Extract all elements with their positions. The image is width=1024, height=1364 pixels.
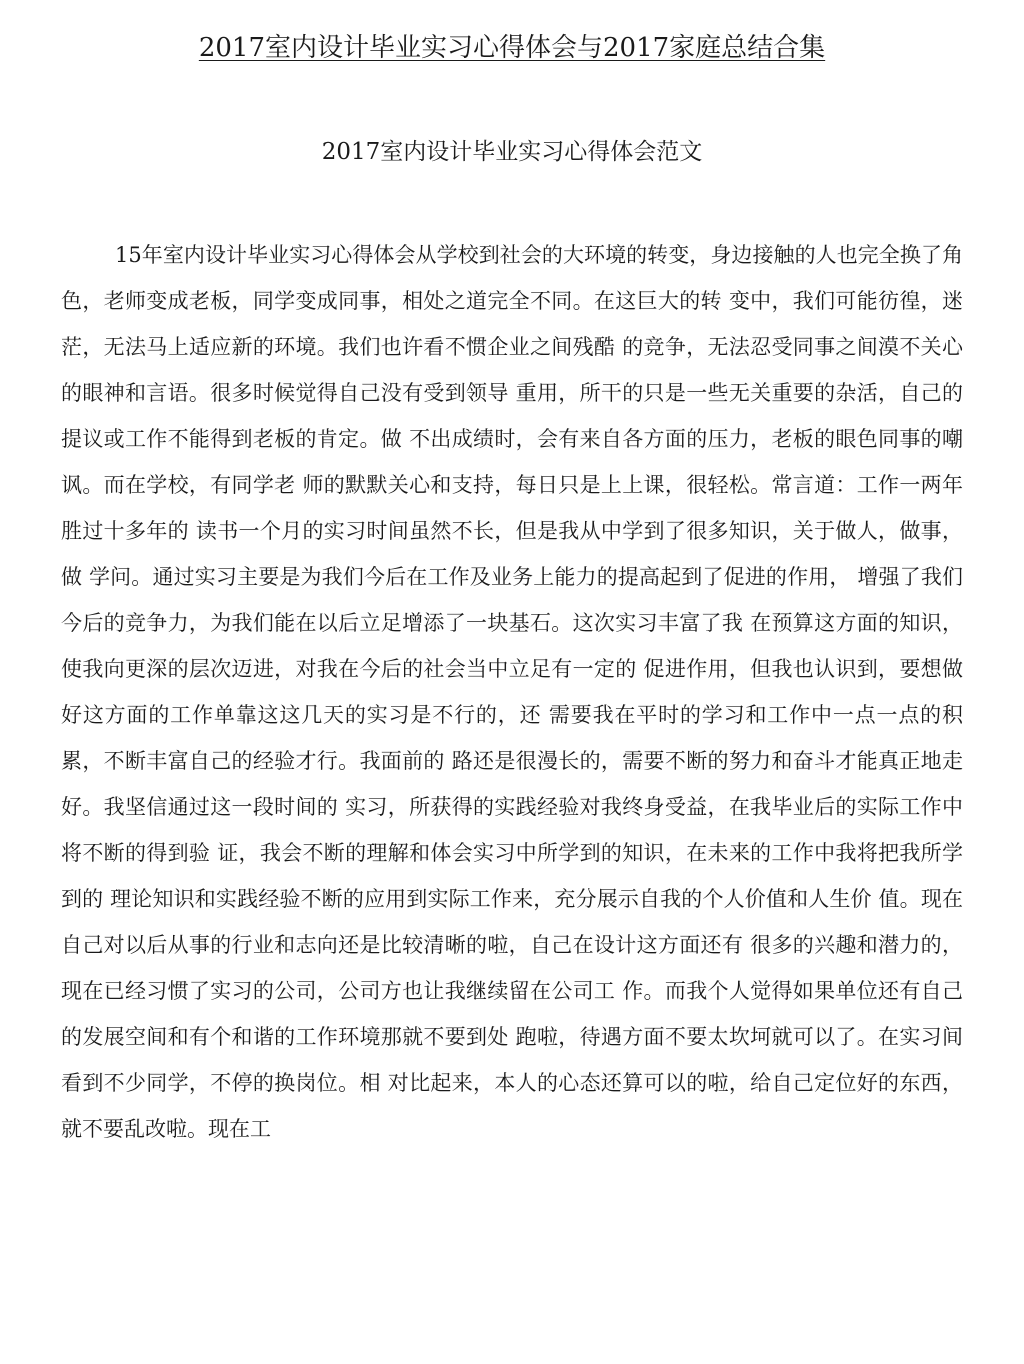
document-title <box>0 28 1024 68</box>
section-title: 2017室内设计毕业实习心得体会范文 <box>321 139 703 165</box>
document-title-text: 2017室内设计毕业实习心得体会与2017家庭总结合集 <box>198 33 826 63</box>
body-paragraph: 15年室内设计毕业实习心得体会从学校到社会的大环境的转变，身边接触的人也完全换了角色，老师变成老板，同学变成同事，相处之道完全不同。在这巨大的转 变中，我们可能彷徨，迷茫，无法马上适应新的环境。我们也许看不惯企业之间残酷 的竞争，无法忍受同事之间漠不关心的眼神和言语。很多时候觉得自己没有受到领导 重用，所干的只是一些无关重要的杂活，自己的提议或工作不能得到老板的肯定。做 不出成绩时，会有来自各方面的压力，老板的眼色同事的嘲讽。而在学校，有同学老 师的默默关心和支持，每日只是上上课，很轻松。常言道：工作一两年胜过十多年的 读书一个月的实习时间虽然不长，但是我从中学到了很多知识，关于做人，做事，做 学问。通过实习主要是为我们今后在工作及业务上能力的提高起到了促进的作用， 增强了我们今后的竞争力，为我们能在以后立足增添了一块基石。这次实习丰富了我 在预算这方面的知识，使我向更深的层次迈进，对我在今后的社会当中立足有一定的 促进作用，但我也认识到，要想做好这方面的工作单靠这这几天的实习是不行的，还 需要我在平时的学习和工作中一点一点的积累，不断丰富自己的经验才行。我面前的 路还是很漫长的，需要不断的努力和奋斗才能真正地走好。我坚信通过这一段时间的 实习，所获得的实践经验对我终身受益，在我毕业后的实际工作中将不断的得到验 证，我会不断的理解和体会实习中所学到的知识，在未来的工作中我将把我所学到的 理论知识和实践经验不断的应用到实际工作来，充分展示自我的个人价值和人生价 值。现在自己对以后从事的行业和志向还是比较清晰的啦，自己在设计这方面还有 很多的兴趣和潜力的，现在已经习惯了实习的公司，公司方也让我继续留在公司工 作。而我个人觉得如果单位还有自己的发展空间和有个和谐的工作环境那就不要到处 跑啦，待遇方面不要太坎坷就可以了。在实习间看到不少同学，不停的换岗位。相 对比起来，本人的心态还算可以的啦，给自己定位好的东西，就不要乱改啦。现在工 <box>61 243 963 1141</box>
